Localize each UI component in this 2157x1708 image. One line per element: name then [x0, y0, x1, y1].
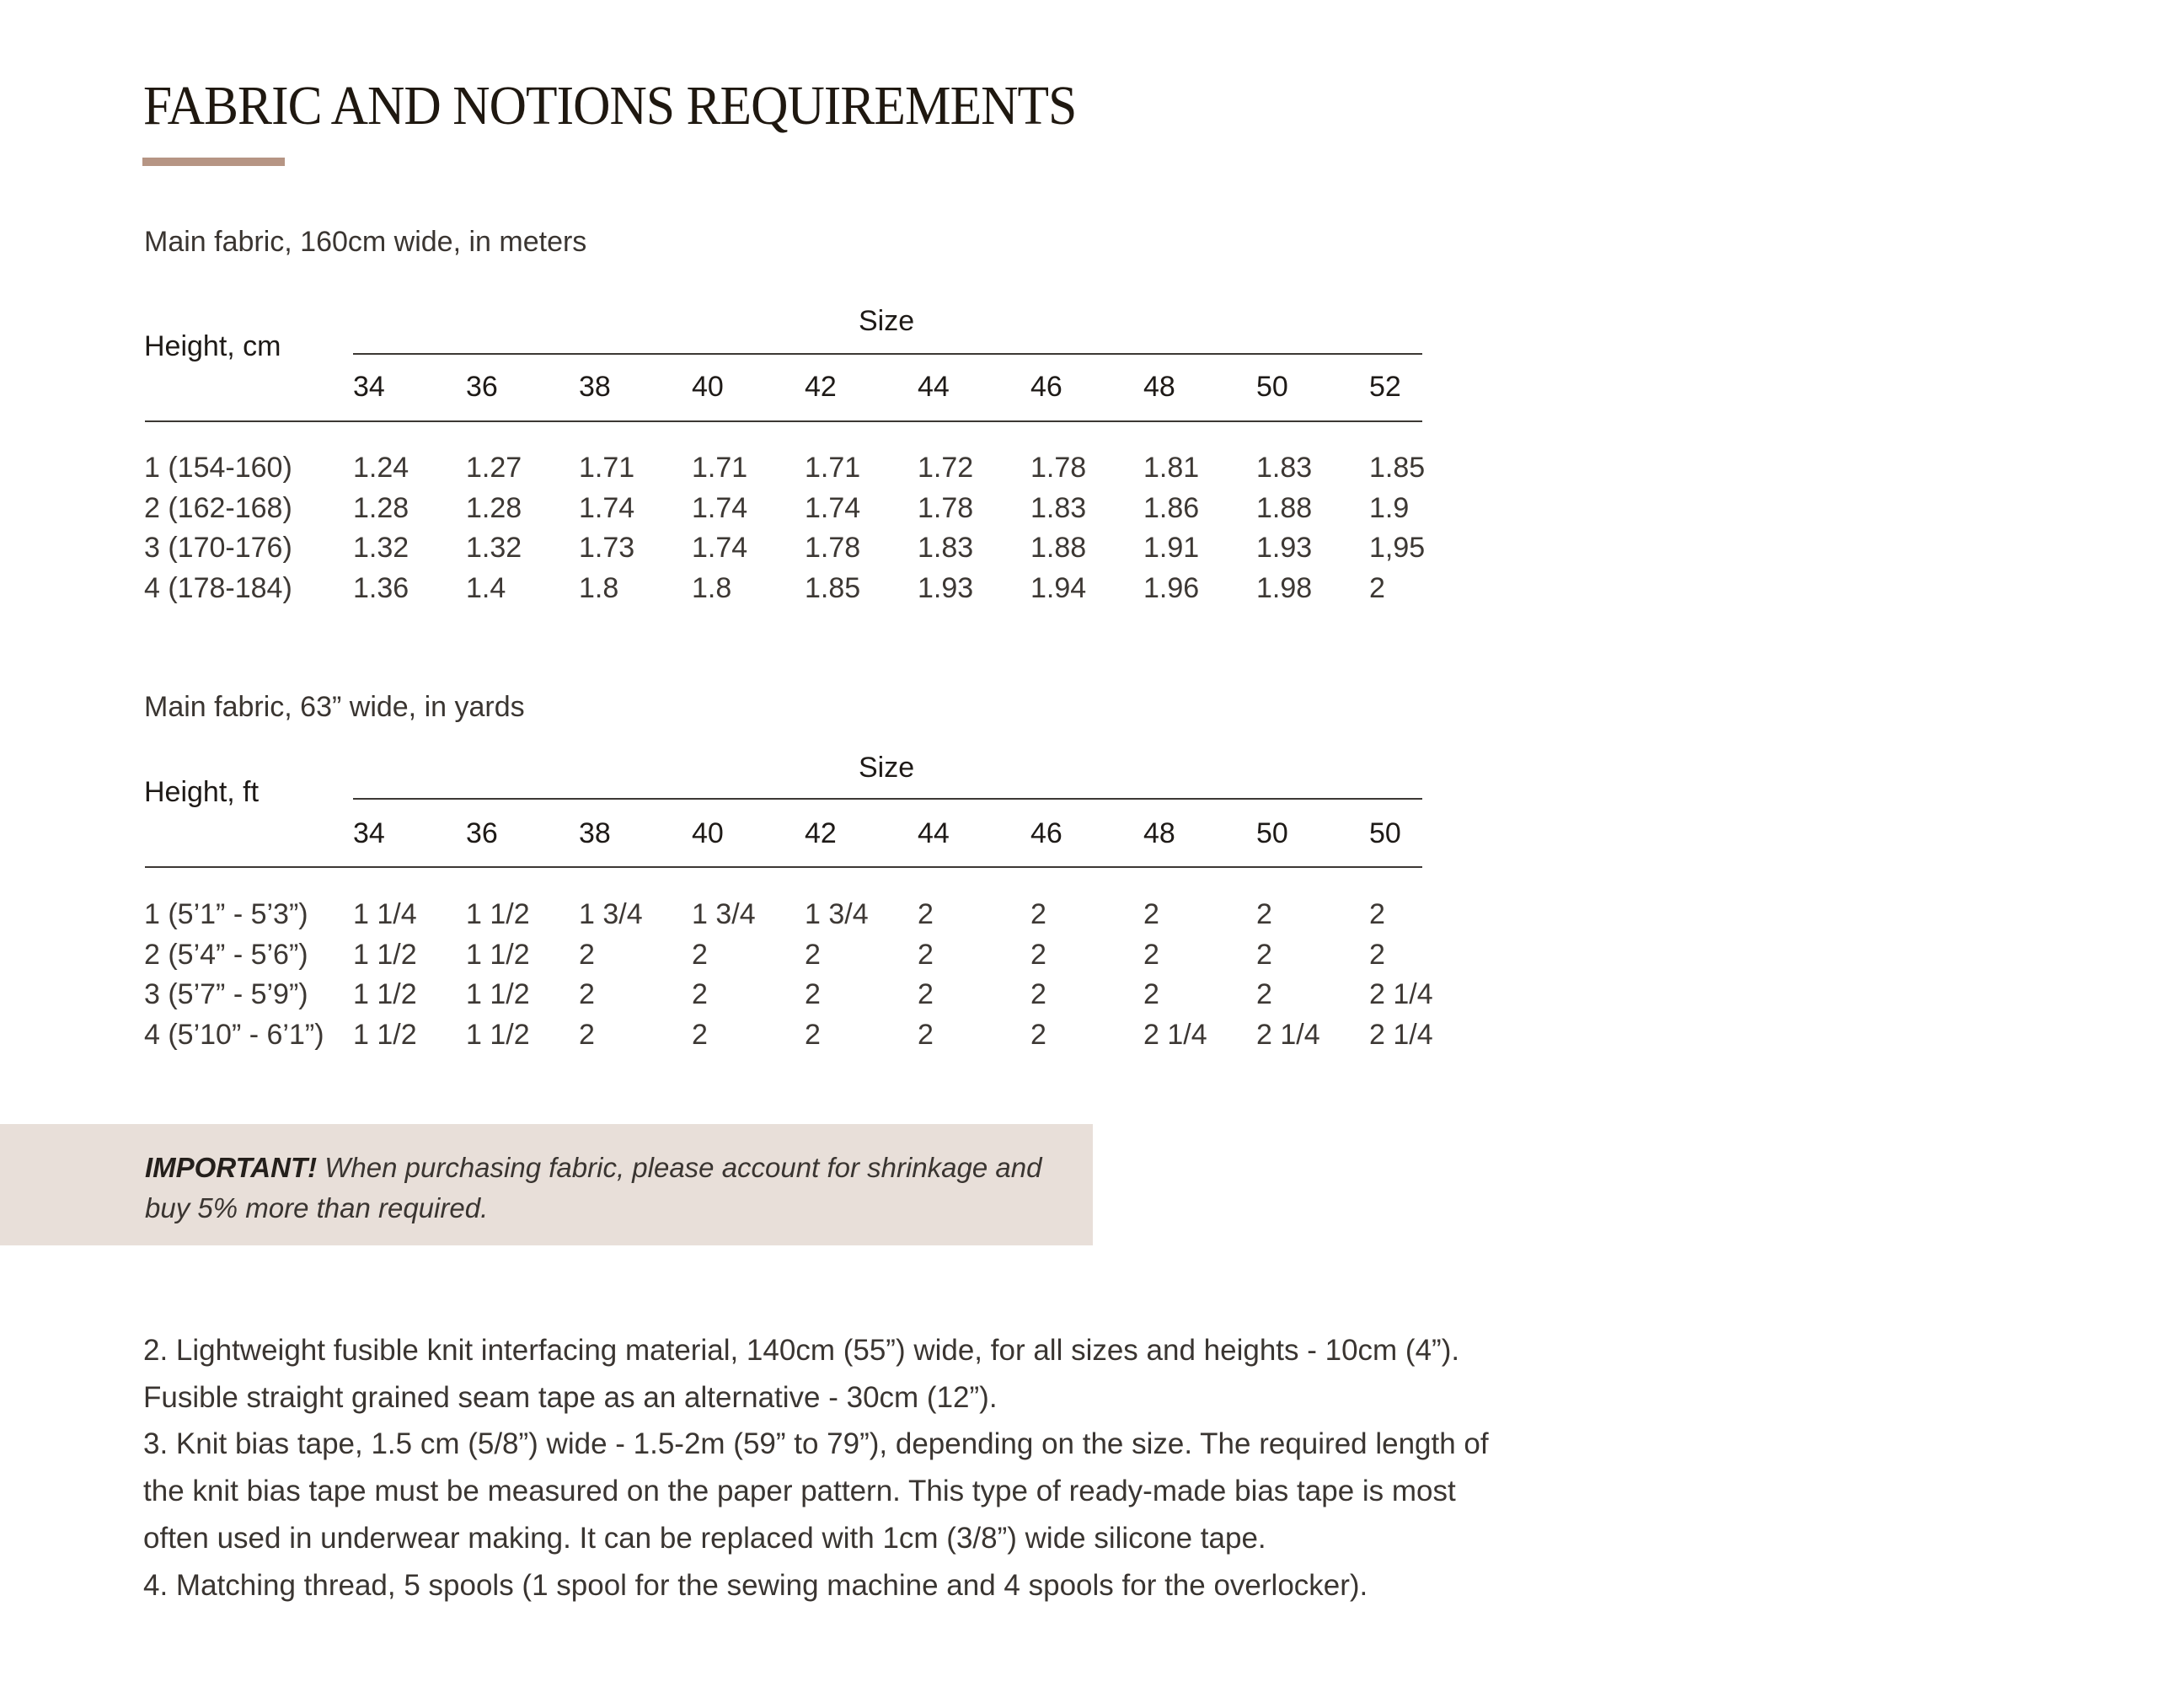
table-cell: 2 — [805, 938, 821, 971]
table-cell: 1.72 — [918, 452, 974, 484]
table-cell: 2 1/4 — [1369, 1019, 1433, 1052]
table-cell: 2 — [1256, 938, 1272, 971]
table-cell: 1 1/2 — [466, 1019, 530, 1052]
table-cell: 1.78 — [918, 491, 974, 524]
size-header-cell: 46 — [1030, 371, 1062, 403]
important-body: When purchasing fabric, please account for shrinkage and buy 5% more than required. — [145, 1152, 1042, 1223]
table-cell: 1.28 — [466, 491, 522, 524]
size-header-cell: 44 — [918, 371, 950, 403]
table-cell: 1.93 — [1256, 532, 1313, 565]
size-header-cell: 42 — [805, 371, 837, 403]
size-header-cell: 34 — [353, 817, 385, 849]
table-cell: 2 — [1030, 1019, 1046, 1052]
table-cell: 1.28 — [353, 491, 409, 524]
size-header-cell: 40 — [692, 371, 724, 403]
table-cell: 1 3/4 — [579, 898, 643, 930]
table-cell: 1.88 — [1256, 491, 1313, 524]
table-cell: 1.81 — [1143, 452, 1200, 484]
table-cell: 2 — [692, 1019, 708, 1052]
table-cell: 2 — [692, 978, 708, 1011]
header-divider — [145, 420, 1422, 422]
table-cell: 1.94 — [1030, 572, 1087, 605]
notes-line: Fusible straight grained seam tape as an alternative - 30cm (12”). — [143, 1380, 998, 1414]
header-divider — [145, 866, 1422, 868]
table-cell: 2 — [1369, 898, 1385, 930]
table-cell: 1.96 — [1143, 572, 1200, 605]
row-label: 1 (154-160) — [144, 452, 292, 484]
row-label: 1 (5’1” - 5’3”) — [144, 898, 308, 930]
table-cell: 2 — [1143, 938, 1159, 971]
size-header-cell: 40 — [692, 817, 724, 849]
table-cell: 1 1/2 — [466, 938, 530, 971]
table-cell: 1 3/4 — [692, 898, 756, 930]
table-caption-meters: Main fabric, 160cm wide, in meters — [144, 226, 587, 258]
table-cell: 2 — [579, 1019, 595, 1052]
size-header-cell: 36 — [466, 371, 498, 403]
row-label: 4 (5’10” - 6’1”) — [144, 1019, 324, 1052]
table-cell: 1.91 — [1143, 532, 1200, 565]
table-cell: 1 1/2 — [353, 1019, 417, 1052]
table-cell: 1.8 — [692, 572, 732, 605]
table-cell: 1.36 — [353, 572, 409, 605]
table-cell: 2 — [692, 938, 708, 971]
row-label: 2 (5’4” - 5’6”) — [144, 938, 308, 971]
table-cell: 1 1/2 — [353, 978, 417, 1011]
table-cell: 1.78 — [1030, 452, 1087, 484]
table-cell: 2 — [918, 938, 934, 971]
size-label: Size — [859, 305, 915, 337]
table-cell: 1 3/4 — [805, 898, 869, 930]
table-cell: 1.4 — [466, 572, 506, 605]
table-cell: 2 1/4 — [1256, 1019, 1320, 1052]
important-lead: IMPORTANT! — [145, 1152, 318, 1183]
row-label: 3 (170-176) — [144, 532, 292, 565]
size-header-cell: 44 — [918, 817, 950, 849]
notions-list — [143, 1327, 1491, 1609]
table-cell: 1.32 — [353, 532, 409, 565]
table-cell: 2 — [1143, 898, 1159, 930]
row-header: Height, ft — [144, 776, 260, 808]
notes-line: the knit bias tape must be measured on the paper pattern. This type of ready-made bias tape is most — [143, 1475, 1456, 1508]
table-cell: 1.78 — [805, 532, 861, 565]
table-cell: 2 — [805, 1019, 821, 1052]
notes-line: 4. Matching thread, 5 spools (1 spool for the sewing machine and 4 spools for the overlocker). — [143, 1568, 1368, 1602]
notes-line: 3. Knit bias tape, 1.5 cm (5/8”) wide - 1.5-2m (59” to 79”), depending on the size. The required length of — [143, 1427, 1489, 1461]
table-cell: 2 1/4 — [1369, 978, 1433, 1011]
table-cell: 1.88 — [1030, 532, 1087, 565]
table-cell: 2 — [918, 1019, 934, 1052]
size-header-cell: 34 — [353, 371, 385, 403]
table-cell: 2 — [1030, 898, 1046, 930]
size-header-cell: 52 — [1369, 371, 1401, 403]
table-cell: 2 — [1369, 572, 1385, 605]
table-cell: 2 — [1256, 898, 1272, 930]
table-cell: 1.98 — [1256, 572, 1313, 605]
table-cell: 2 — [918, 898, 934, 930]
table-cell: 1.86 — [1143, 491, 1200, 524]
table-cell: 1 1/4 — [353, 898, 417, 930]
size-header-cell: 36 — [466, 817, 498, 849]
table-cell: 1.93 — [918, 572, 974, 605]
table-cell: 2 — [805, 978, 821, 1011]
size-label: Size — [859, 752, 915, 784]
table-cell: 1.71 — [579, 452, 635, 484]
table-cell: 1.83 — [918, 532, 974, 565]
size-header-cell: 48 — [1143, 371, 1175, 403]
table-cell: 2 — [1143, 978, 1159, 1011]
table-cell: 2 — [1030, 978, 1046, 1011]
table-cell: 1.73 — [579, 532, 635, 565]
table-cell: 1.71 — [692, 452, 748, 484]
row-label: 2 (162-168) — [144, 491, 292, 524]
table-cell: 1.74 — [805, 491, 861, 524]
table-cell: 2 — [579, 978, 595, 1011]
table-cell: 1.83 — [1030, 491, 1087, 524]
table-cell: 1 1/2 — [466, 898, 530, 930]
table-cell: 1 1/2 — [353, 938, 417, 971]
table-cell: 1,95 — [1369, 532, 1426, 565]
table-cell: 1.27 — [466, 452, 522, 484]
table-cell: 2 — [579, 938, 595, 971]
row-header: Height, cm — [144, 330, 281, 362]
size-header-cell: 50 — [1369, 817, 1401, 849]
table-cell: 1.85 — [805, 572, 861, 605]
table-cell: 2 — [1256, 978, 1272, 1011]
table-cell: 1.24 — [353, 452, 409, 484]
table-cell: 2 — [1030, 938, 1046, 971]
size-divider — [353, 798, 1422, 800]
table-cell: 1 1/2 — [466, 978, 530, 1011]
notes-line: often used in underwear making. It can be replaced with 1cm (3/8”) wide silicone tape. — [143, 1521, 1266, 1555]
size-header-cell: 50 — [1256, 371, 1288, 403]
row-label: 3 (5’7” - 5’9”) — [144, 978, 308, 1011]
table-cell: 1.85 — [1369, 452, 1426, 484]
row-label: 4 (178-184) — [144, 572, 292, 605]
table-cell: 1.74 — [692, 532, 748, 565]
table-cell: 1.8 — [579, 572, 619, 605]
size-header-cell: 42 — [805, 817, 837, 849]
table-cell: 2 — [918, 978, 934, 1011]
size-header-cell: 46 — [1030, 817, 1062, 849]
table-cell: 1.83 — [1256, 452, 1313, 484]
table-cell: 2 — [1369, 938, 1385, 971]
table-cell: 1.9 — [1369, 491, 1410, 524]
table-cell: 2 1/4 — [1143, 1019, 1207, 1052]
size-header-cell: 38 — [579, 817, 611, 849]
size-header-cell: 38 — [579, 371, 611, 403]
notes-line: 2. Lightweight fusible knit interfacing material, 140cm (55”) wide, for all sizes and heights - 10cm (4”). — [143, 1334, 1460, 1367]
page-title: FABRIC AND NOTIONS REQUIREMENTS — [143, 75, 1077, 137]
table-caption-yards: Main fabric, 63” wide, in yards — [144, 691, 525, 723]
table-cell: 1.32 — [466, 532, 522, 565]
important-text — [145, 1148, 1072, 1229]
table-cell: 1.74 — [692, 491, 748, 524]
size-header-cell: 48 — [1143, 817, 1175, 849]
size-header-cell: 50 — [1256, 817, 1288, 849]
table-cell: 1.71 — [805, 452, 861, 484]
table-cell: 1.74 — [579, 491, 635, 524]
